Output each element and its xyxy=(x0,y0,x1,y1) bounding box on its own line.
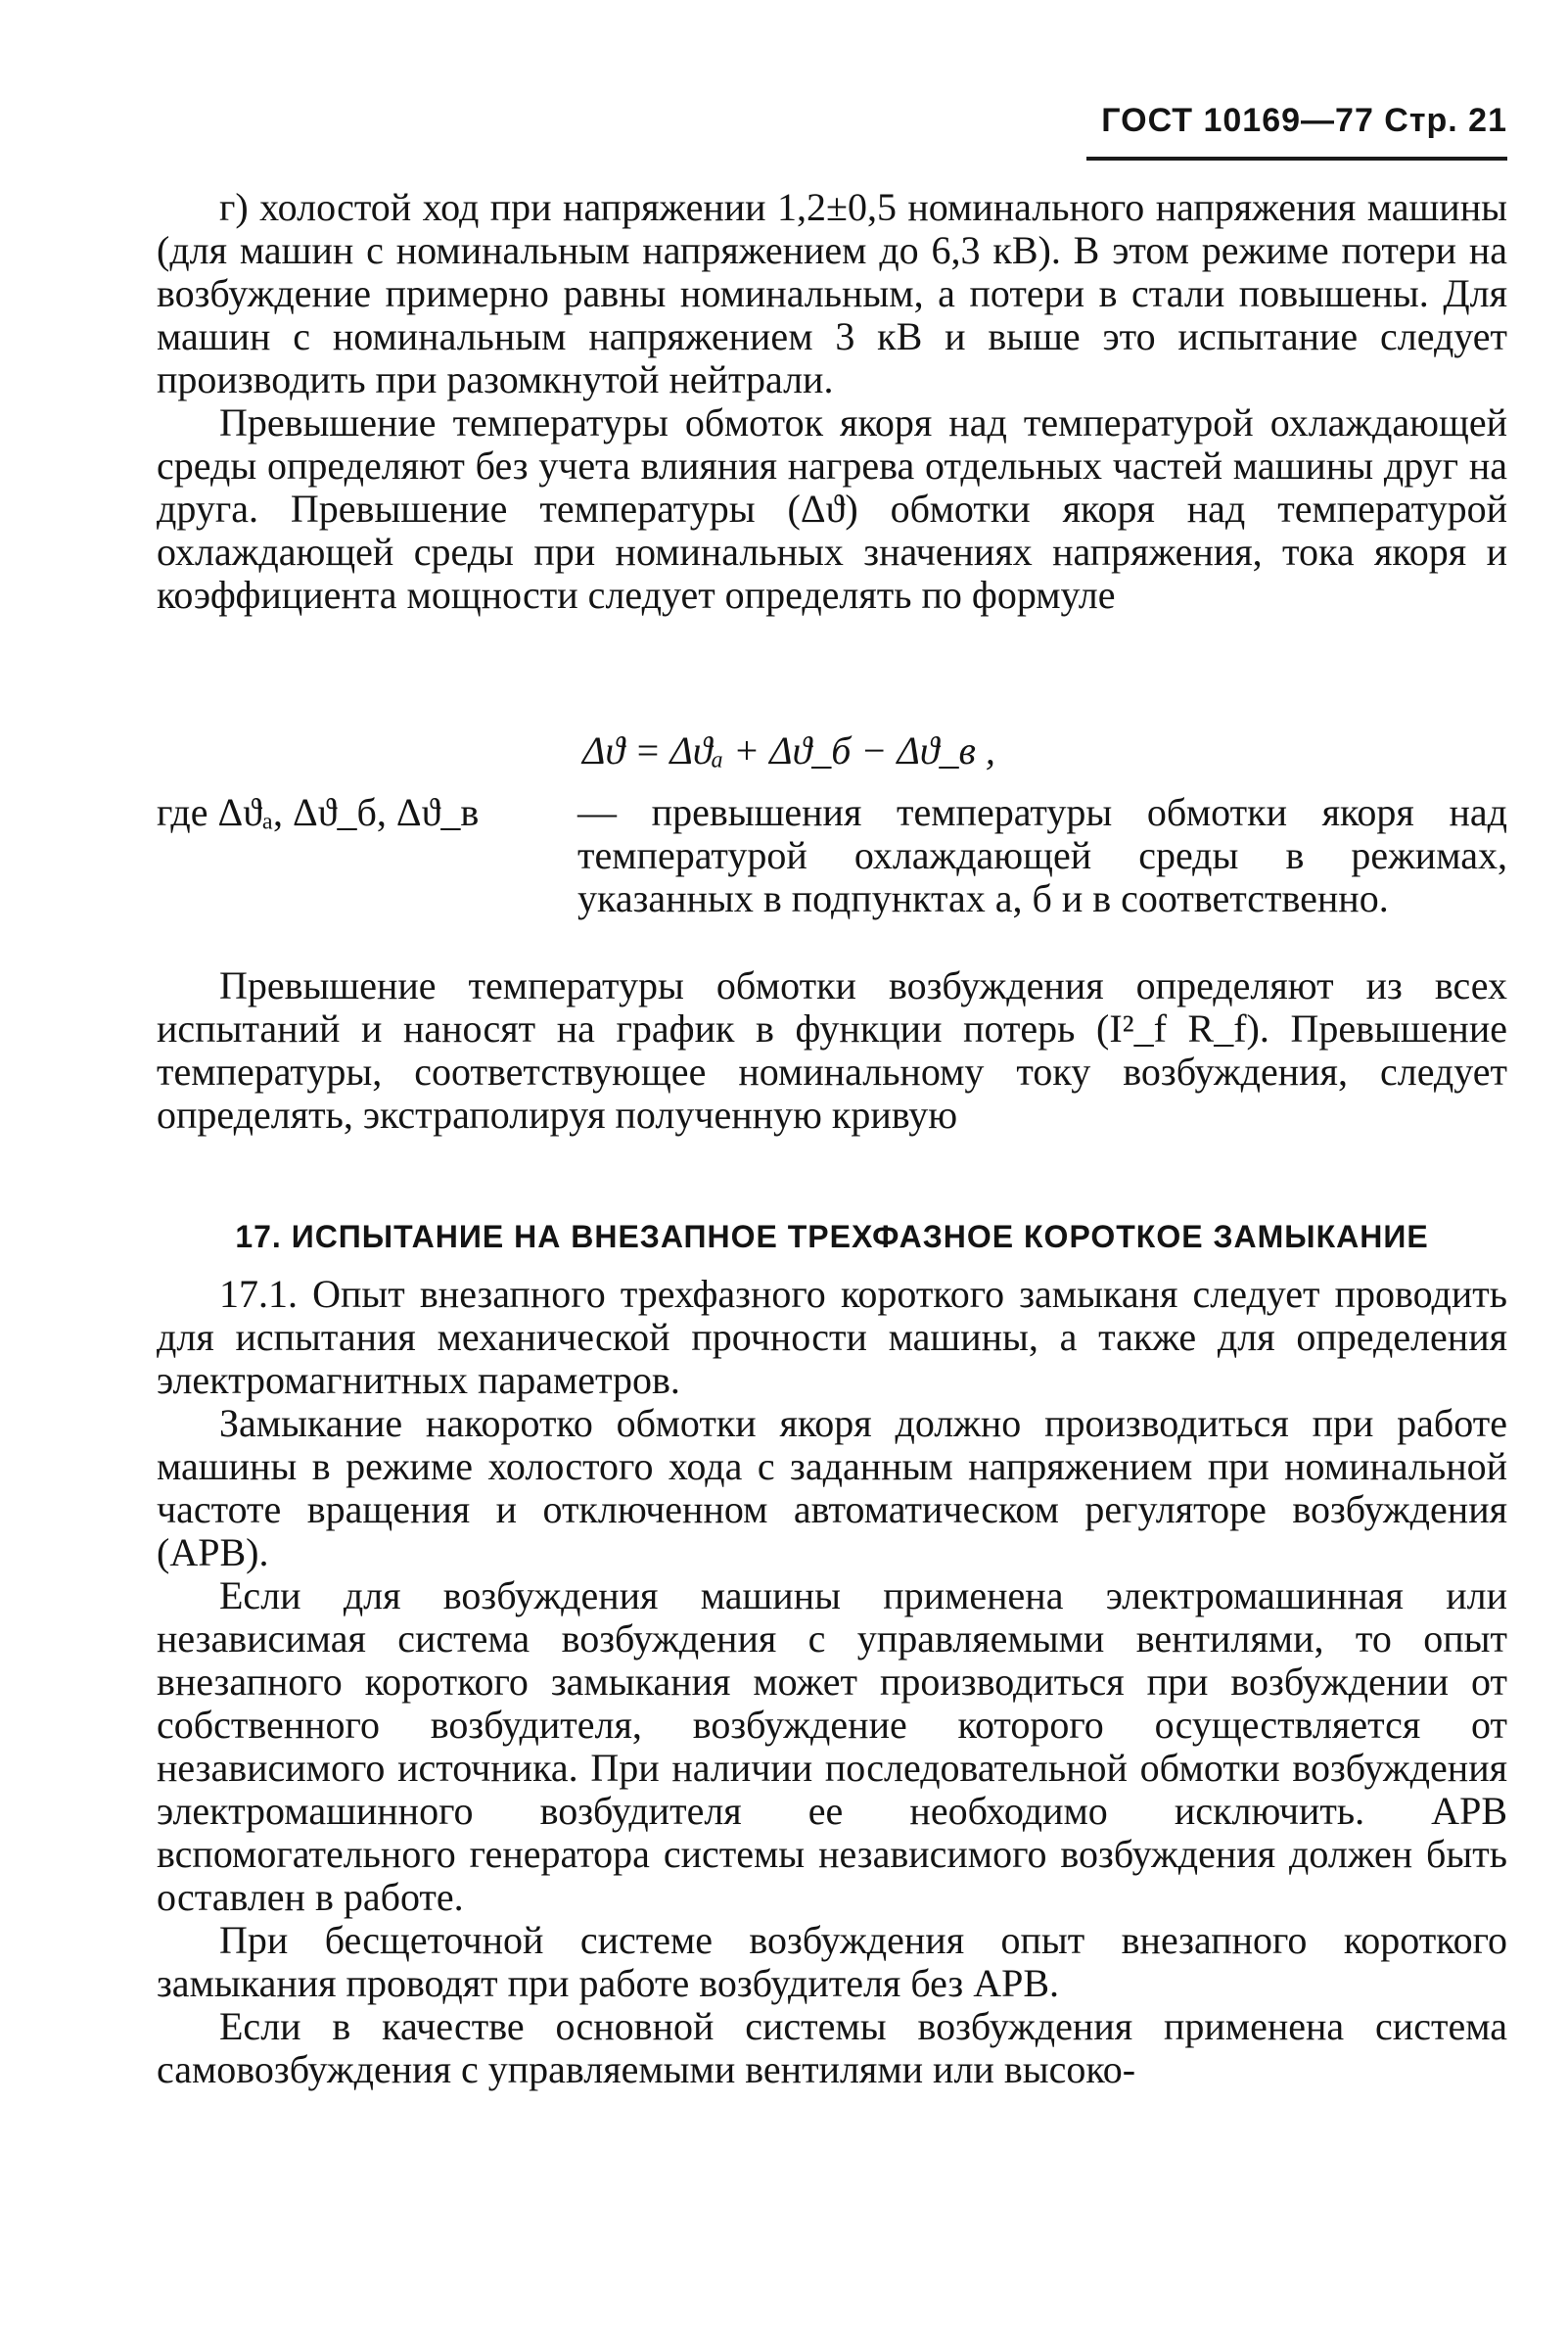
paragraph-self-excitation: Если в качестве основной системы возбуждения применена система самовозбуждения с управляемыми вентилями или высоко- xyxy=(157,2004,1507,2091)
paragraph-idle-mode: г) холостой ход при напряжении 1,2±0,5 номинального напряжения машины (для машин с номинальным напряжением до 6,3 кВ). В этом режиме потери на возбуждение примерно равны номинальным, а потери в стали повышены. Для машин с номинальным напряжением 3 кВ и выше это испытание следует производить при разомкнутой нейтрали. xyxy=(157,185,1507,401)
paragraph-17-1: 17.1. Опыт внезапного трехфазного короткого замыканя следует проводить для испытания механической прочности машины, а также для определения электромагнитных параметров. xyxy=(157,1272,1507,1402)
paragraph-excitation-winding: Превышение температуры обмотки возбуждения определяют из всех испытаний и наносят на график в функции потерь (I²_f R_f). Превышение температуры, соответствующее номинальному току возбуждения, следует определять, экстраполируя полученную кривую xyxy=(157,963,1507,1137)
text-block-1 xyxy=(157,186,1507,617)
page-header: ГОСТ 10169—77 Стр. 21 xyxy=(1101,102,1507,139)
where-description: — превышения температуры обмотки якоря над температурой охлаждающей среды в режимах, указанных в подпунктах а, б и в соответственно. xyxy=(577,790,1507,920)
formula-temperature-rise: Δϑ = Δϑₐ + Δϑ_б − Δϑ_в , xyxy=(582,728,995,772)
text-block-3 xyxy=(157,1273,1507,2091)
section-heading: 17. ИСПЫТАНИЕ НА ВНЕЗАПНОЕ ТРЕХФАЗНОЕ КОРОТКОЕ ЗАМЫКАНИЕ xyxy=(235,1219,1429,1254)
paragraph-short-circuit-conditions: Замыкание накоротко обмотки якоря должно производиться при работе машины в режиме холостого хода с заданным напряжением при номинальной частоте вращения и отключенном автоматическом регуляторе возбуждения (АРВ). xyxy=(157,1401,1507,1574)
header-rule xyxy=(1086,157,1507,161)
text-block-2 xyxy=(157,964,1507,1137)
paragraph-brushless-excitation: При бесщеточной системе возбуждения опыт внезапного короткого замыкания проводят при работе возбудителя без АРВ. xyxy=(157,1918,1507,2005)
paragraph-armature-temperature: Превышение температуры обмоток якоря над температурой охлаждающей среды определяют без учета влияния нагрева отдельных частей машины друг на друга. Превышение температуры (Δϑ) обмотки якоря над температурой охлаждающей среды при номинальных значениях напряжения, тока якоря и коэффициента мощности следует определять по формуле xyxy=(157,400,1507,617)
where-symbols: где Δϑₐ, Δϑ_б, Δϑ_в xyxy=(157,790,480,834)
paragraph-independent-excitation: Если для возбуждения машины применена электромашинная или независимая система возбуждения с управляемыми вентилями, то опыт внезапного короткого замыкания может производиться при возбуждении от собственного возбудителя, возбуждение которого осуществляется от независимого источника. При наличии последовательной обмотки возбуждения электромашинного возбудителя ее необходимо исключить. АРВ вспомогательного генератора системы независимого возбуждения должен быть оставлен в работе. xyxy=(157,1573,1507,1919)
